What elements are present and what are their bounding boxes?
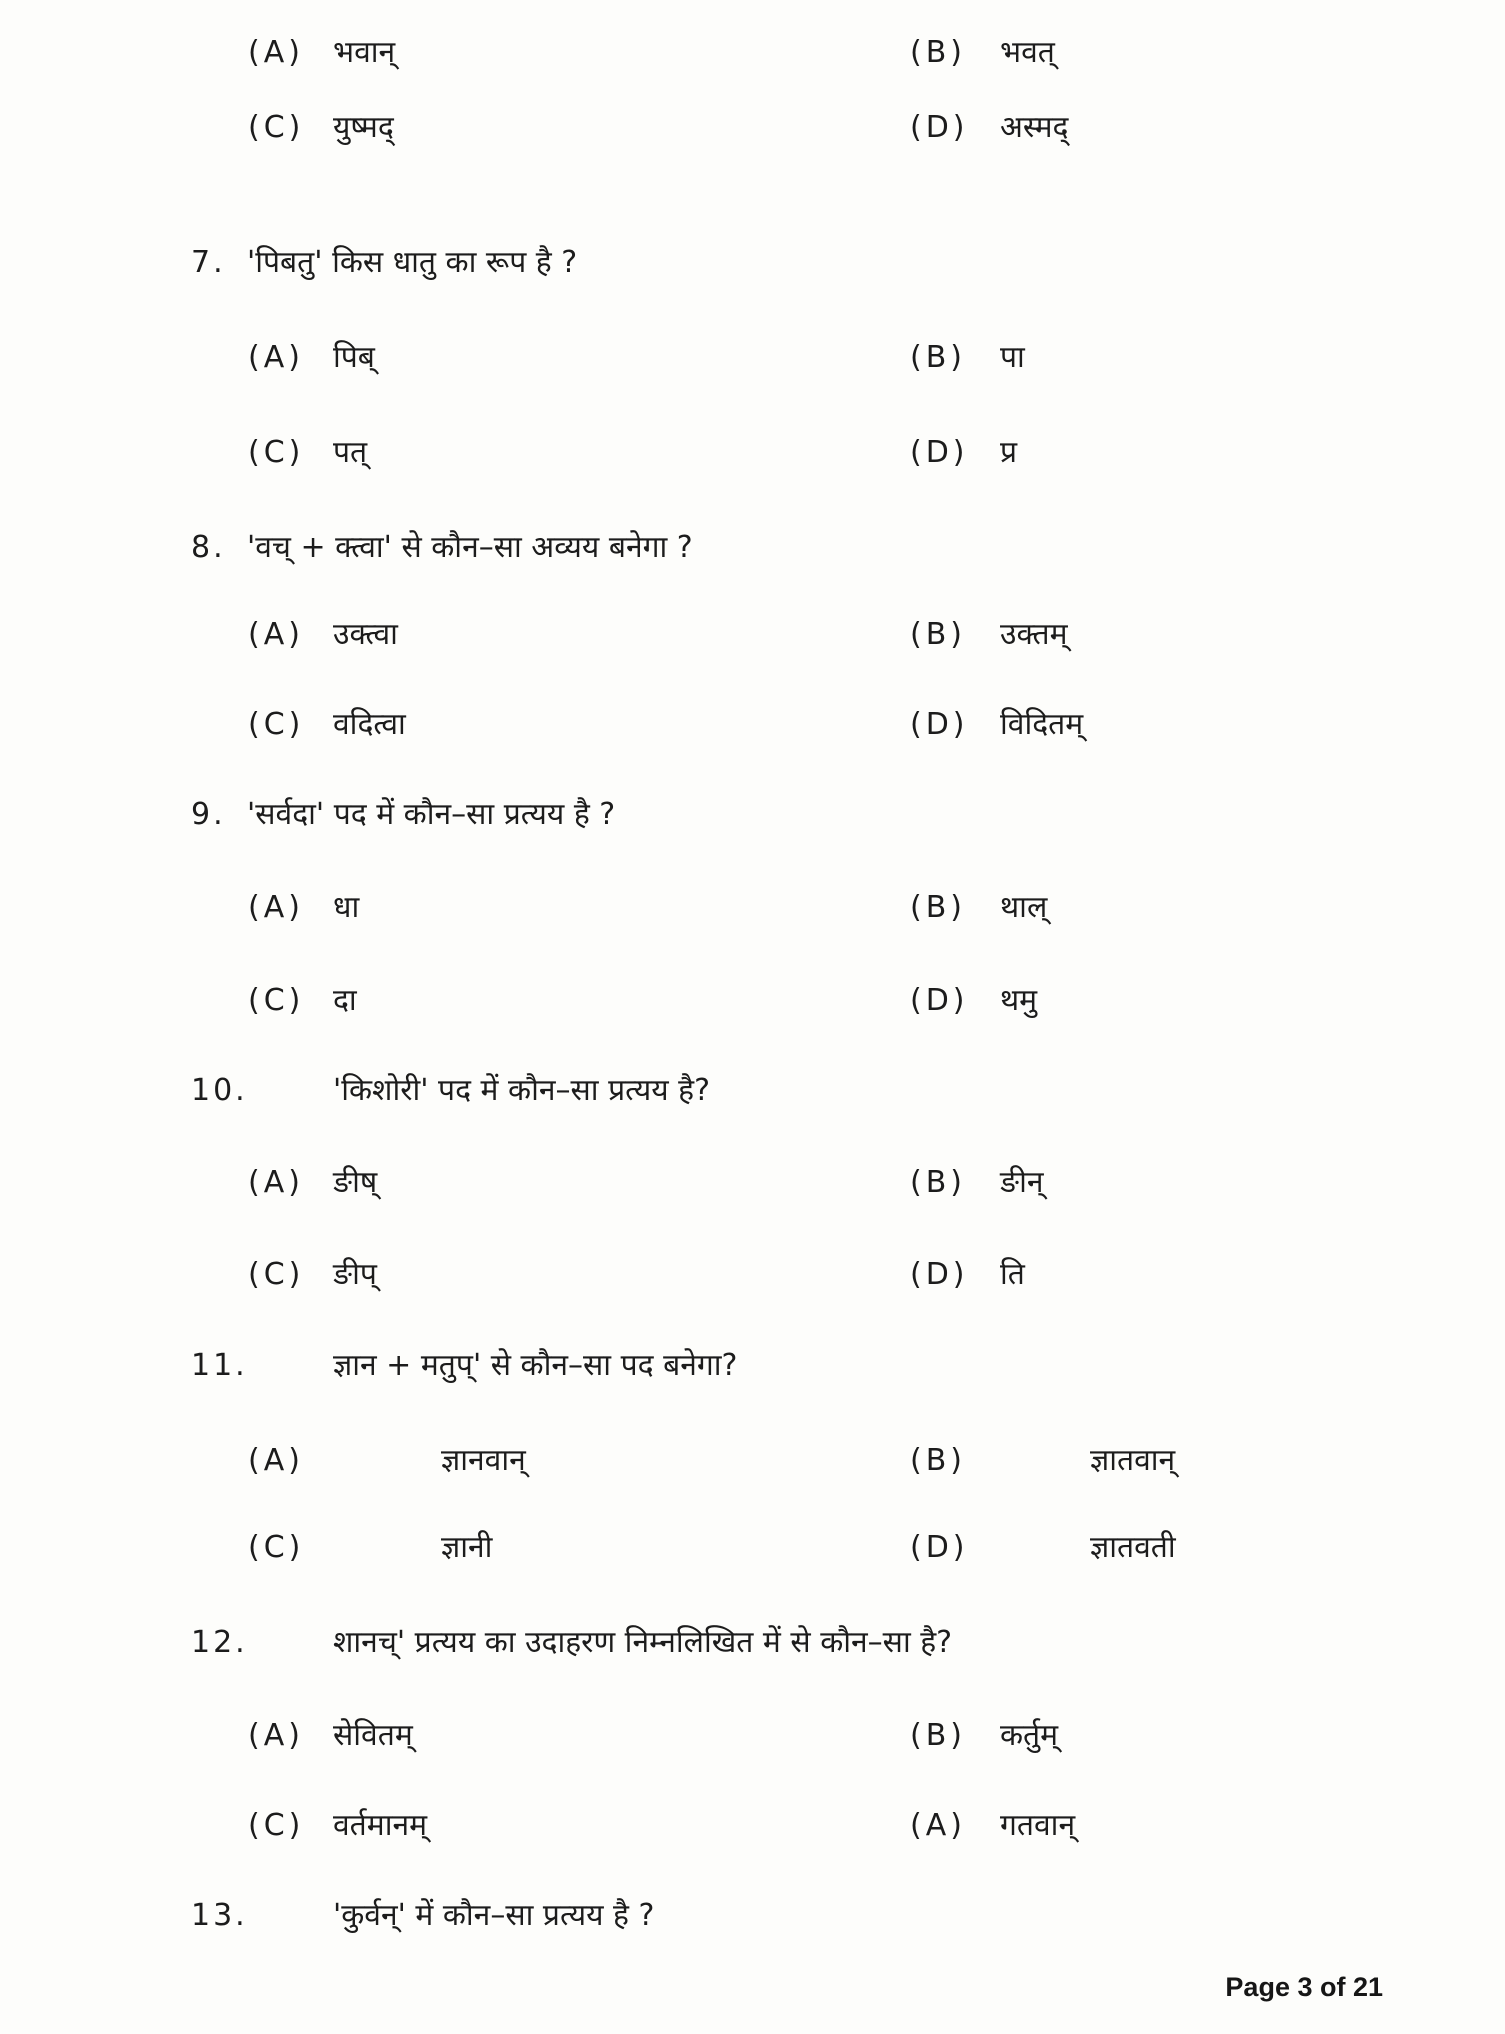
q6-option-c-text: युष्मद् [333,110,394,145]
q12-option-c-label: (C) [248,1808,305,1843]
question-11-number: 11. [191,1348,248,1383]
q10-options-row-1 [0,1161,1505,1211]
question-9 [0,793,1505,843]
q11-option-d-text: ज्ञातवती [1090,1530,1176,1565]
question-8-number: 8. [191,530,226,565]
question-10-text: 'किशोरी' पद में कौन–सा प्रत्यय है? [333,1073,711,1108]
q10-option-d-text: ति [1000,1257,1025,1292]
q8-option-d-text: विदितम् [1000,707,1084,742]
q11-options-row-2 [0,1526,1505,1576]
q8-options-row-2 [0,703,1505,753]
q9-options-row-2 [0,979,1505,1029]
q9-option-a-label: (A) [248,890,304,925]
q11-option-b-label: (B) [910,1443,966,1478]
q12-options-row-1 [0,1714,1505,1764]
q6-option-c-label: (C) [248,110,305,145]
question-9-number: 9. [191,797,226,832]
q12-option-d-text: गतवान् [1000,1808,1076,1843]
q12-option-b-label: (B) [910,1718,966,1753]
page-indicator: Page 3 of 21 [1225,1972,1383,2002]
q9-option-c-label: (C) [248,983,305,1018]
q6-option-d-label: (D) [910,110,969,145]
q10-option-d-label: (D) [910,1257,969,1292]
q8-option-a-text: उक्त्वा [333,617,398,652]
q8-option-b-label: (B) [910,617,966,652]
question-8 [0,526,1505,576]
q12-option-c-text: वर्तमानम् [333,1808,428,1843]
q11-option-c-text: ज्ञानी [441,1530,493,1565]
q7-option-c-text: पत् [333,435,368,470]
q7-option-c-label: (C) [248,435,305,470]
q9-option-a-text: धा [333,890,360,925]
q11-options-row-1 [0,1439,1505,1489]
q11-option-a-text: ज्ञानवान् [441,1443,526,1478]
q10-option-a-text: ङीष् [333,1165,378,1200]
q8-option-d-label: (D) [910,707,969,742]
question-9-text: 'सर्वदा' पद में कौन–सा प्रत्यय है ? [247,797,616,832]
q7-options-row-1 [0,336,1505,386]
q7-option-d-text: प्र [1000,435,1018,470]
question-8-text: 'वच् + क्त्वा' से कौन–सा अव्यय बनेगा ? [247,530,693,565]
q10-option-b-label: (B) [910,1165,966,1200]
q6-options-row-2 [0,106,1505,156]
q9-options-row-1 [0,886,1505,936]
q10-option-a-label: (A) [248,1165,304,1200]
q7-option-a-label: (A) [248,340,304,375]
q11-option-d-label: (D) [910,1530,969,1565]
q6-options-row-1 [0,31,1505,81]
q6-option-b-text: भवत् [1000,35,1055,70]
question-13-text: 'कुर्वन्' में कौन–सा प्रत्यय है ? [333,1898,655,1933]
q7-option-b-label: (B) [910,340,966,375]
q10-option-c-text: ङीप् [333,1257,377,1292]
q7-options-row-2 [0,431,1505,481]
q9-option-d-text: थमु [1000,983,1038,1018]
q8-option-b-text: उक्तम् [1000,617,1068,652]
question-13-number: 13. [191,1898,248,1933]
question-11-text: ज्ञान + मतुप्' से कौन–सा पद बनेगा? [333,1348,738,1383]
q12-option-a-label: (A) [248,1718,304,1753]
question-12 [0,1621,1505,1671]
q8-option-c-label: (C) [248,707,305,742]
q7-option-d-label: (D) [910,435,969,470]
q8-option-c-text: वदित्वा [333,707,406,742]
question-10-number: 10. [191,1073,248,1108]
q12-option-b-text: कर्तुम् [1000,1718,1059,1753]
q11-option-a-label: (A) [248,1443,304,1478]
q9-option-c-text: दा [333,983,357,1018]
q9-option-b-text: थाल् [1000,890,1048,925]
q7-option-b-text: पा [1000,340,1025,375]
q6-option-b-label: (B) [910,35,966,70]
question-7-number: 7. [191,245,226,280]
q9-option-b-label: (B) [910,890,966,925]
q10-options-row-2 [0,1253,1505,1303]
q10-option-c-label: (C) [248,1257,305,1292]
q10-option-b-text: ङीन् [1000,1165,1044,1200]
question-11 [0,1344,1505,1394]
question-7-text: 'पिबतु' किस धातु का रूप है ? [247,245,578,280]
q12-options-row-2 [0,1804,1505,1854]
q12-option-d-label: (A) [910,1808,966,1843]
q6-option-a-label: (A) [248,35,304,70]
question-12-text: शानच्' प्रत्यय का उदाहरण निम्नलिखित में से कौन–सा है? [333,1625,953,1660]
question-7 [0,241,1505,291]
question-13 [0,1894,1505,1944]
q8-options-row-1 [0,613,1505,663]
q11-option-b-text: ज्ञातवान् [1090,1443,1176,1478]
q9-option-d-label: (D) [910,983,969,1018]
q6-option-a-text: भवान् [333,35,396,70]
q6-option-d-text: अस्मद् [1000,110,1069,145]
question-10 [0,1069,1505,1119]
q12-option-a-text: सेवितम् [333,1718,413,1753]
q11-option-c-label: (C) [248,1530,305,1565]
question-12-number: 12. [191,1625,248,1660]
q8-option-a-label: (A) [248,617,304,652]
q7-option-a-text: पिब् [333,340,375,375]
